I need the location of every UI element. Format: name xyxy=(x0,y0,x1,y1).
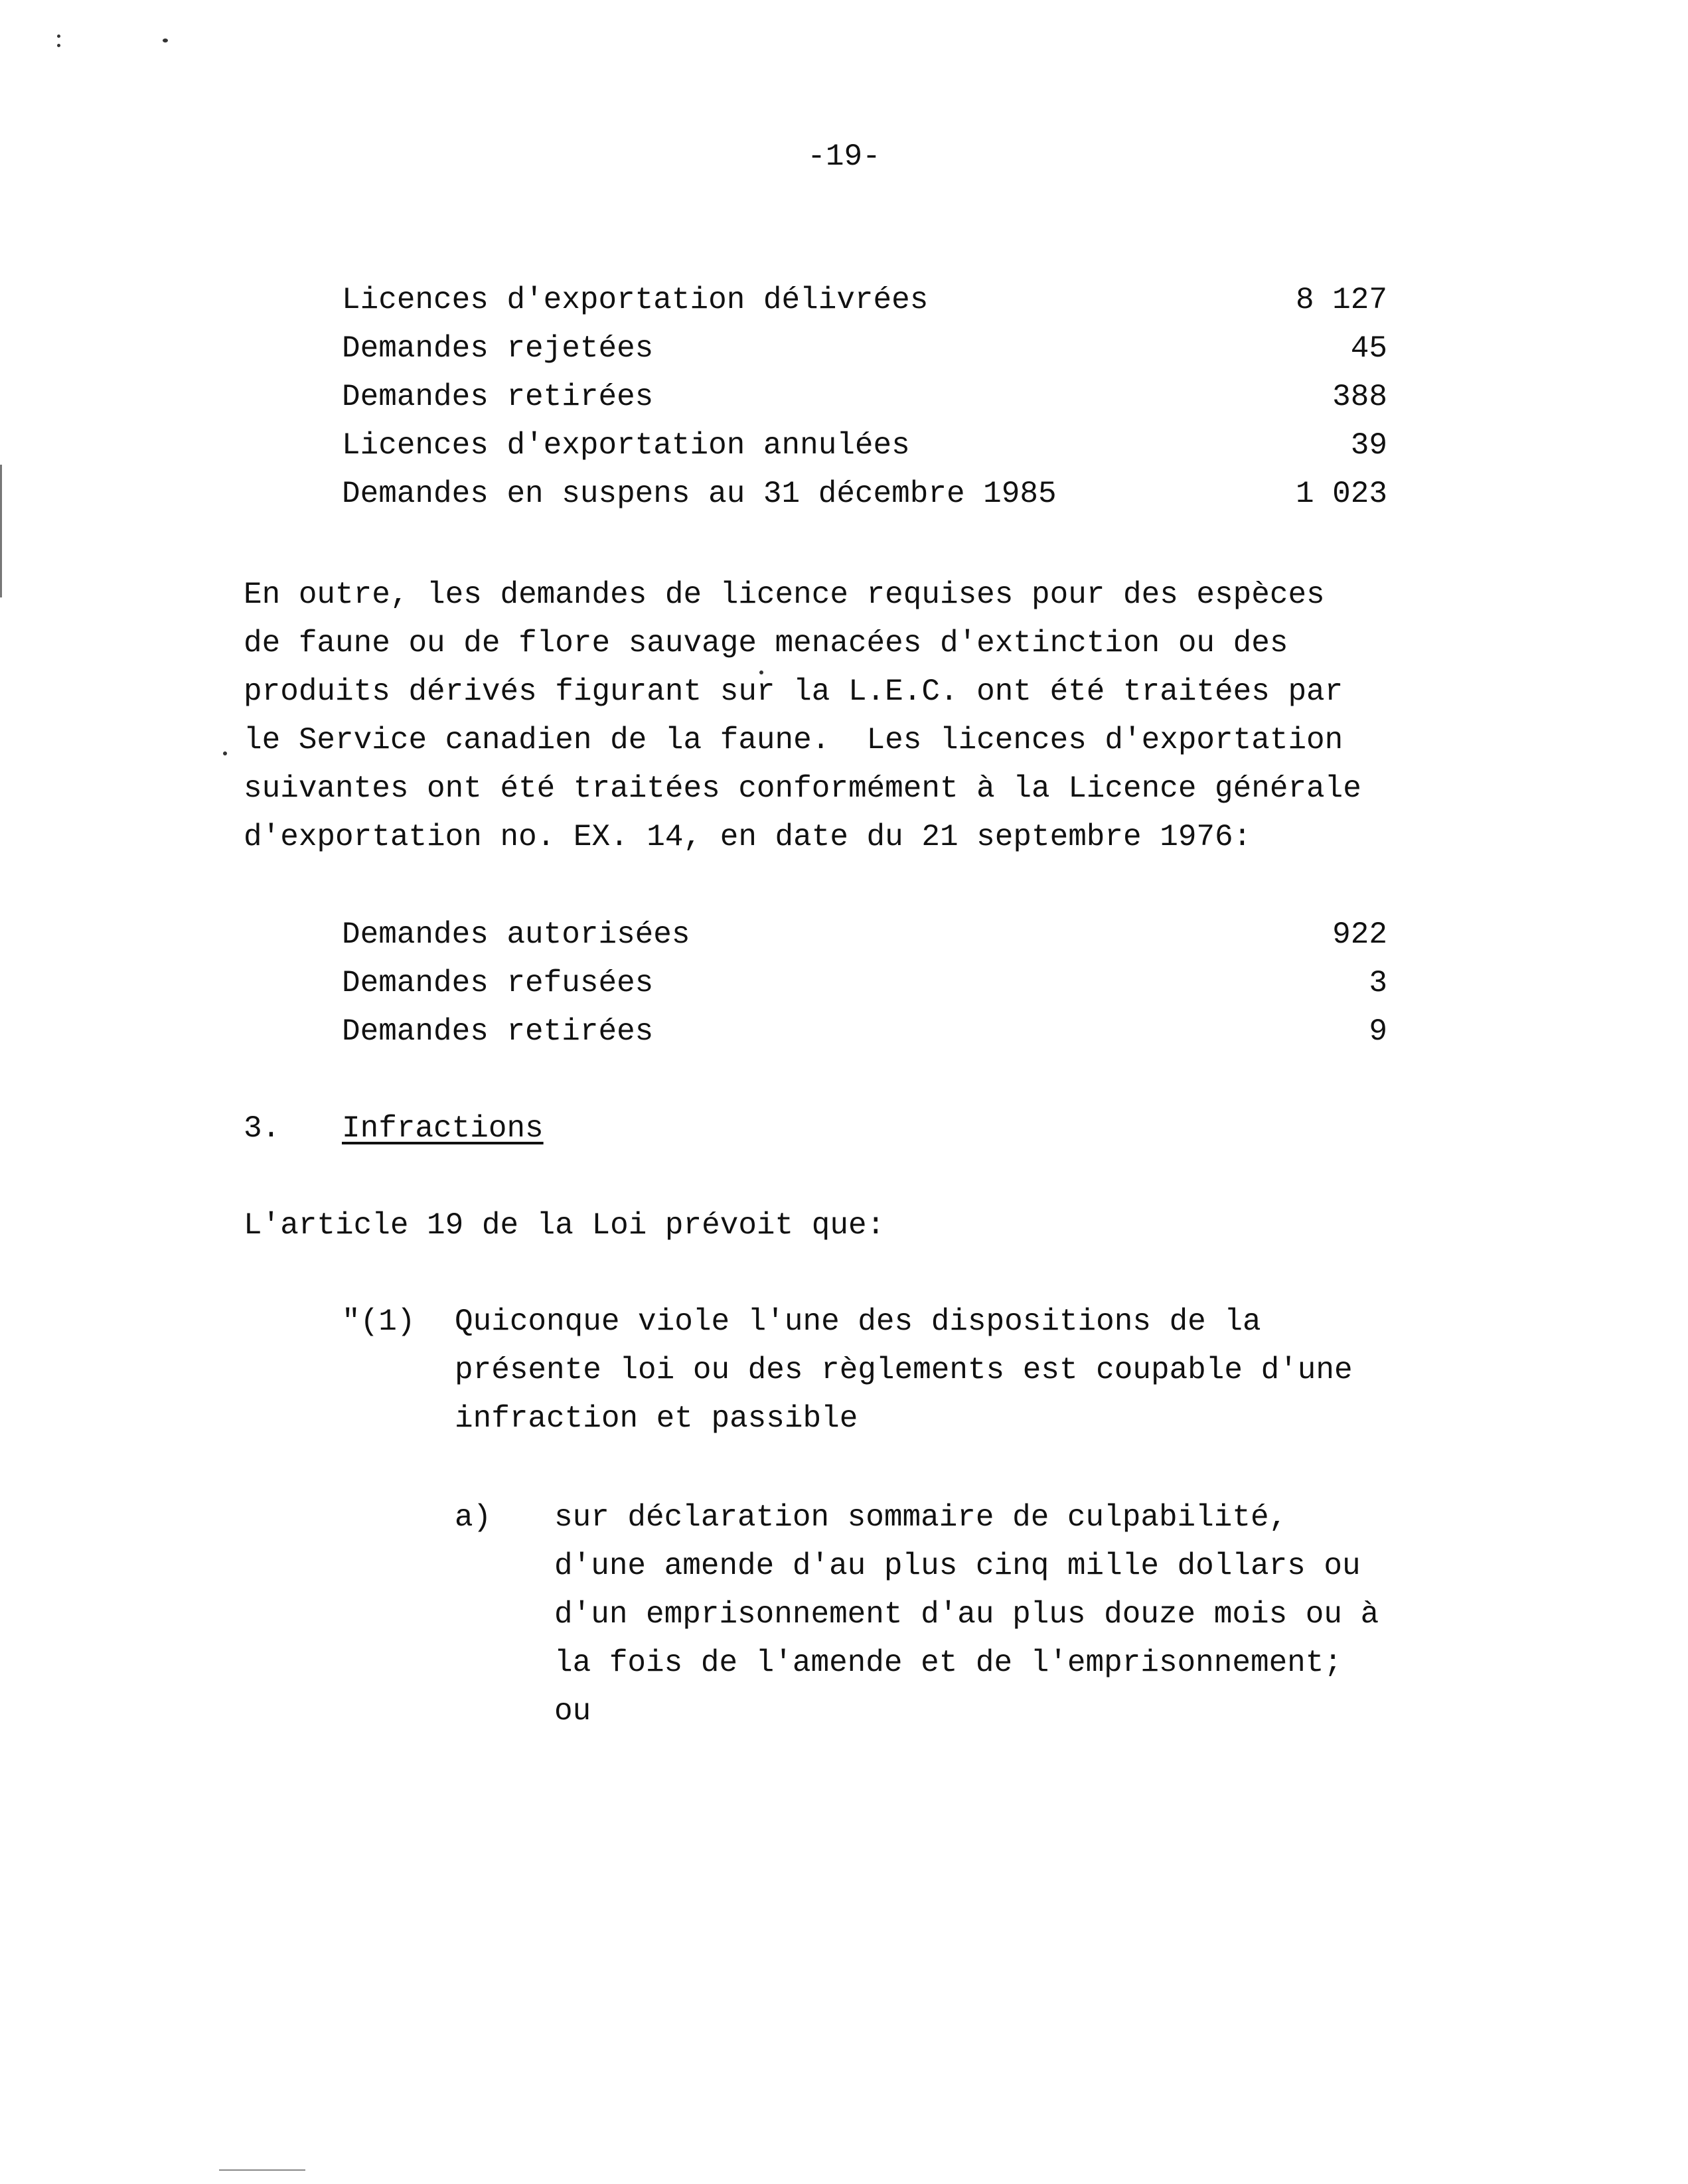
table1-row xyxy=(342,325,1387,373)
paragraph-line: En outre, les demandes de licence requises pour des espèces xyxy=(244,578,1325,612)
row-label: Licences d'exportation délivrées xyxy=(342,283,929,317)
quote-line: présente loi ou des règlements est coupable d'une xyxy=(455,1353,1353,1387)
subitem-line: d'une amende d'au plus cinq mille dollars ou xyxy=(554,1549,1361,1583)
table1-row xyxy=(342,276,1387,325)
row-label: Licences d'exportation annulées xyxy=(342,428,910,463)
paragraph-line: produits dérivés figurant sur la L.E.C. ont été traitées par xyxy=(244,674,1343,709)
row-value: 45 xyxy=(1350,331,1387,366)
row-value: 8 127 xyxy=(1295,283,1387,317)
subitem-line: d'un emprisonnement d'au plus douze mois ou à xyxy=(554,1597,1379,1632)
subitem-body xyxy=(554,1494,1379,1736)
row-value: 388 xyxy=(1332,380,1387,414)
table1-row xyxy=(342,422,1387,470)
row-label: Demandes autorisées xyxy=(342,917,690,952)
scan-speck xyxy=(57,44,60,47)
section-number: 3. xyxy=(244,1111,281,1146)
paragraph-article-intro: L'article 19 de la Loi prévoit que: xyxy=(244,1208,885,1243)
scan-speck xyxy=(759,670,763,674)
table2-row xyxy=(342,959,1387,1008)
row-value: 1 023 xyxy=(1295,477,1387,511)
subitem-line: sur déclaration sommaire de culpabilité, xyxy=(554,1500,1288,1535)
scan-edge-mark xyxy=(219,2169,305,2171)
paragraph-line: le Service canadien de la faune. Les licences d'exportation xyxy=(244,723,1343,757)
row-label: Demandes retirées xyxy=(342,1014,654,1049)
paragraph-line: de faune ou de flore sauvage menacées d'extinction ou des xyxy=(244,626,1288,661)
scan-speck xyxy=(57,35,60,38)
quote-line: infraction et passible xyxy=(455,1401,858,1436)
subitem-line: ou xyxy=(554,1694,591,1729)
subitem-line: la fois de l'amende et de l'emprisonnement; xyxy=(554,1646,1342,1680)
row-label: Demandes rejetées xyxy=(342,331,654,366)
quote-marker: "(1) xyxy=(342,1304,416,1339)
scan-speck xyxy=(223,751,227,755)
row-value: 9 xyxy=(1369,1014,1387,1049)
row-value: 3 xyxy=(1369,966,1387,1000)
table2-row xyxy=(342,911,1387,959)
row-label: Demandes retirées xyxy=(342,380,654,414)
row-label: Demandes refusées xyxy=(342,966,654,1000)
section-title: Infractions xyxy=(342,1111,544,1146)
table1-row xyxy=(342,373,1387,422)
table1-row xyxy=(342,470,1387,518)
subitem-marker: a) xyxy=(455,1500,492,1535)
quote-line: Quiconque viole l'une des dispositions de la xyxy=(455,1304,1261,1339)
row-value: 922 xyxy=(1332,917,1387,952)
page-number: -19- xyxy=(807,139,881,174)
table2-row xyxy=(342,1008,1387,1056)
scan-speck xyxy=(163,39,168,42)
paragraph-export-licences xyxy=(244,571,1438,862)
quote-body xyxy=(455,1298,1353,1443)
row-label: Demandes en suspens au 31 décembre 1985 xyxy=(342,477,1057,511)
paragraph-line: d'exportation no. EX. 14, en date du 21 septembre 1976: xyxy=(244,820,1252,854)
row-value: 39 xyxy=(1350,428,1387,463)
paragraph-line: suivantes ont été traitées conformément à la Licence générale xyxy=(244,771,1361,806)
scan-edge-mark xyxy=(0,465,2,597)
